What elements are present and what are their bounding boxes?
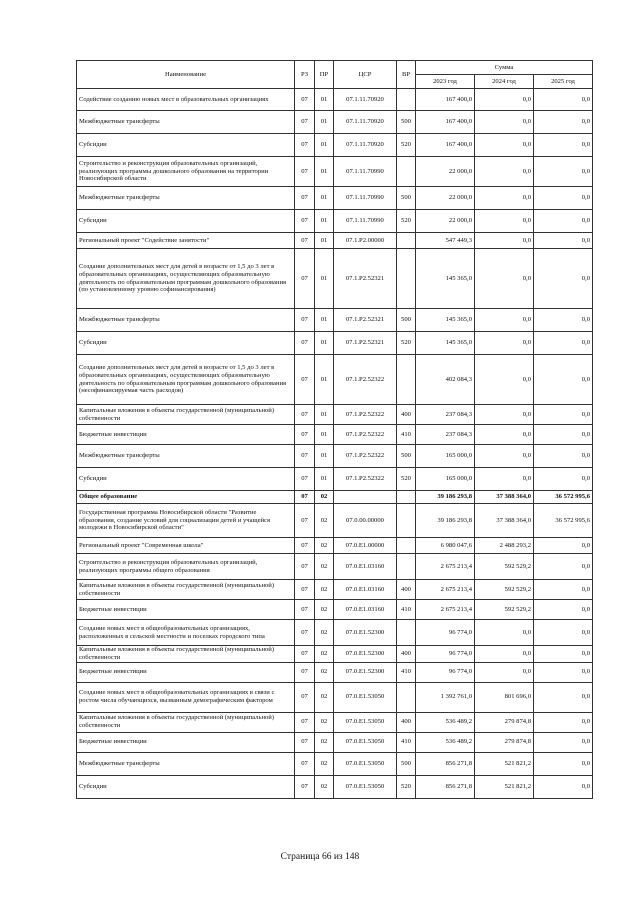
cell-pr: 02 — [315, 752, 334, 775]
cell-name: Капитальные вложения в объекты государственной (муниципальной) собственности — [77, 646, 295, 663]
cell-vr: 500 — [397, 309, 416, 332]
cell-rz: 07 — [295, 504, 315, 538]
cell-name: Бюджетные инвестиции — [77, 662, 295, 682]
cell-csr: 07.0.E1.53050 — [334, 682, 397, 712]
cell-2024: 521 821,2 — [475, 775, 534, 798]
cell-name: Субсидии — [77, 134, 295, 157]
cell-rz: 07 — [295, 580, 315, 600]
cell-2023: 39 186 293,8 — [416, 504, 475, 538]
cell-csr: 07.1.P2.52321 — [334, 309, 397, 332]
table-row — [77, 504, 593, 538]
budget-table — [76, 60, 593, 799]
cell-vr — [397, 682, 416, 712]
cell-2023: 96 774,0 — [416, 662, 475, 682]
cell-rz: 07 — [295, 157, 315, 187]
cell-name: Капитальные вложения в объекты государственной (муниципальной) собственности — [77, 712, 295, 732]
cell-rz: 07 — [295, 620, 315, 646]
cell-name: Бюджетные инвестиции — [77, 600, 295, 620]
cell-2023: 402 084,3 — [416, 355, 475, 405]
cell-vr — [397, 89, 416, 111]
cell-2024: 521 821,2 — [475, 752, 534, 775]
cell-pr: 01 — [315, 309, 334, 332]
cell-name: Субсидии — [77, 332, 295, 355]
cell-csr: 07.1.P2.52321 — [334, 332, 397, 355]
cell-2023: 96 774,0 — [416, 620, 475, 646]
table-row — [77, 249, 593, 309]
cell-2025: 0,0 — [534, 646, 593, 663]
cell-pr: 01 — [315, 187, 334, 210]
cell-name: Содействие созданию новых мест в образовательных организациях — [77, 89, 295, 111]
cell-csr: 07.1.11.70920 — [334, 134, 397, 157]
cell-name: Субсидии — [77, 775, 295, 798]
cell-csr: 07.1.P2.52322 — [334, 425, 397, 445]
cell-name: Капитальные вложения в объекты государственной (муниципальной) собственности — [77, 405, 295, 425]
cell-rz: 07 — [295, 355, 315, 405]
table-row — [77, 468, 593, 491]
cell-name: Субсидии — [77, 468, 295, 491]
cell-2025: 0,0 — [534, 405, 593, 425]
cell-2025: 0,0 — [534, 89, 593, 111]
cell-vr: 400 — [397, 712, 416, 732]
cell-2024: 592 529,2 — [475, 580, 534, 600]
cell-2023: 39 186 293,8 — [416, 491, 475, 504]
cell-pr: 01 — [315, 445, 334, 468]
cell-2025: 0,0 — [534, 732, 593, 752]
table-row — [77, 620, 593, 646]
table-row — [77, 233, 593, 249]
cell-2023: 2 675 213,4 — [416, 554, 475, 580]
cell-rz: 07 — [295, 682, 315, 712]
cell-csr: 07.0.E1.00000 — [334, 538, 397, 554]
cell-vr: 500 — [397, 187, 416, 210]
cell-2025: 36 572 995,6 — [534, 504, 593, 538]
cell-csr: 07.0.E1.52300 — [334, 620, 397, 646]
cell-rz: 07 — [295, 468, 315, 491]
cell-pr: 01 — [315, 468, 334, 491]
cell-2023: 167 400,0 — [416, 134, 475, 157]
cell-csr: 07.0.E1.53050 — [334, 752, 397, 775]
cell-2025: 0,0 — [534, 309, 593, 332]
cell-2023: 2 675 213,4 — [416, 580, 475, 600]
table-row — [77, 445, 593, 468]
cell-csr: 07.0.E1.52300 — [334, 662, 397, 682]
cell-2024: 0,0 — [475, 646, 534, 663]
cell-2024: 0,0 — [475, 620, 534, 646]
cell-2024: 801 696,0 — [475, 682, 534, 712]
cell-2024: 37 388 364,0 — [475, 491, 534, 504]
cell-name: Региональный проект "Содействие занятости" — [77, 233, 295, 249]
cell-2023: 145 365,0 — [416, 332, 475, 355]
cell-2025: 0,0 — [534, 468, 593, 491]
cell-2023: 167 400,0 — [416, 89, 475, 111]
cell-2024: 0,0 — [475, 425, 534, 445]
cell-2025: 0,0 — [534, 111, 593, 134]
cell-2023: 856 271,8 — [416, 752, 475, 775]
cell-rz: 07 — [295, 712, 315, 732]
cell-name: Бюджетные инвестиции — [77, 425, 295, 445]
cell-2024: 0,0 — [475, 157, 534, 187]
cell-2025: 0,0 — [534, 445, 593, 468]
header-pr: ПР — [315, 61, 334, 89]
cell-vr: 400 — [397, 646, 416, 663]
cell-csr: 07.1.P2.52322 — [334, 468, 397, 491]
cell-csr: 07.1.11.70990 — [334, 187, 397, 210]
cell-pr: 01 — [315, 405, 334, 425]
cell-rz: 07 — [295, 491, 315, 504]
cell-2025: 0,0 — [534, 682, 593, 712]
cell-2024: 279 874,8 — [475, 712, 534, 732]
header-year-2025: 2025 год — [534, 75, 593, 89]
header-year-2024: 2024 год — [475, 75, 534, 89]
cell-2024: 0,0 — [475, 309, 534, 332]
cell-csr: 07.1.P2.52322 — [334, 405, 397, 425]
cell-2025: 0,0 — [534, 775, 593, 798]
cell-csr: 07.1.P2.52322 — [334, 445, 397, 468]
cell-pr: 02 — [315, 580, 334, 600]
cell-2024: 0,0 — [475, 187, 534, 210]
cell-pr: 01 — [315, 111, 334, 134]
cell-rz: 07 — [295, 445, 315, 468]
cell-pr: 02 — [315, 662, 334, 682]
cell-rz: 07 — [295, 89, 315, 111]
cell-2025: 0,0 — [534, 187, 593, 210]
cell-vr: 410 — [397, 600, 416, 620]
cell-2023: 22 000,0 — [416, 187, 475, 210]
cell-2024: 37 388 364,0 — [475, 504, 534, 538]
cell-2023: 856 271,8 — [416, 775, 475, 798]
cell-2023: 167 400,0 — [416, 111, 475, 134]
cell-rz: 07 — [295, 249, 315, 309]
cell-2024: 0,0 — [475, 332, 534, 355]
cell-vr: 400 — [397, 580, 416, 600]
cell-pr: 02 — [315, 775, 334, 798]
table-row — [77, 134, 593, 157]
cell-pr: 02 — [315, 554, 334, 580]
cell-2025: 0,0 — [534, 134, 593, 157]
cell-2024: 0,0 — [475, 233, 534, 249]
table-row — [77, 491, 593, 504]
cell-rz: 07 — [295, 187, 315, 210]
table-body — [77, 89, 593, 799]
cell-name: Создание дополнительных мест для детей в возрасте от 1,5 до 3 лет в образовательных организациях, осуществляющих образовательную деятельность по образовательным программам дошкольного образования (несофинансируемая часть расходов) — [77, 355, 295, 405]
cell-vr: 400 — [397, 405, 416, 425]
table-row — [77, 752, 593, 775]
cell-csr: 07.0.E1.03160 — [334, 580, 397, 600]
cell-csr: 07.1.P2.52322 — [334, 355, 397, 405]
cell-2025: 0,0 — [534, 752, 593, 775]
cell-rz: 07 — [295, 309, 315, 332]
header-name: Наименование — [77, 61, 295, 89]
cell-2025: 0,0 — [534, 210, 593, 233]
table-row — [77, 538, 593, 554]
cell-vr: 520 — [397, 210, 416, 233]
header-sum: Сумма — [416, 61, 593, 75]
cell-csr: 07.1.11.70990 — [334, 210, 397, 233]
cell-2024: 592 529,2 — [475, 554, 534, 580]
table-row — [77, 775, 593, 798]
cell-rz: 07 — [295, 405, 315, 425]
table-row — [77, 187, 593, 210]
cell-name: Межбюджетные трансферты — [77, 309, 295, 332]
cell-name: Региональный проект "Современная школа" — [77, 538, 295, 554]
cell-2025: 0,0 — [534, 712, 593, 732]
cell-vr — [397, 233, 416, 249]
cell-name: Межбюджетные трансферты — [77, 752, 295, 775]
table-row — [77, 355, 593, 405]
cell-csr: 07.0.E1.52300 — [334, 646, 397, 663]
cell-pr: 02 — [315, 620, 334, 646]
header-year-2023: 2023 год — [416, 75, 475, 89]
cell-pr: 02 — [315, 504, 334, 538]
cell-rz: 07 — [295, 134, 315, 157]
cell-name: Создание дополнительных мест для детей в возрасте от 1,5 до 3 лет в образовательных организациях, осуществляющих образовательную деятельность по образовательным программам дошкольного образования (по установленному уровню софинансирования) — [77, 249, 295, 309]
cell-name: Межбюджетные трансферты — [77, 111, 295, 134]
cell-vr: 500 — [397, 445, 416, 468]
cell-rz: 07 — [295, 775, 315, 798]
cell-2023: 547 449,3 — [416, 233, 475, 249]
cell-2023: 145 365,0 — [416, 309, 475, 332]
cell-2024: 0,0 — [475, 210, 534, 233]
table-row — [77, 425, 593, 445]
cell-2024: 2 488 293,2 — [475, 538, 534, 554]
cell-2024: 0,0 — [475, 405, 534, 425]
cell-vr: 520 — [397, 332, 416, 355]
cell-2025: 0,0 — [534, 662, 593, 682]
cell-2025: 0,0 — [534, 157, 593, 187]
cell-2024: 0,0 — [475, 111, 534, 134]
cell-2025: 0,0 — [534, 538, 593, 554]
cell-2023: 1 392 761,0 — [416, 682, 475, 712]
cell-pr: 01 — [315, 233, 334, 249]
cell-rz: 07 — [295, 210, 315, 233]
cell-2024: 0,0 — [475, 445, 534, 468]
cell-csr: 07.1.P2.52321 — [334, 249, 397, 309]
table-row — [77, 682, 593, 712]
cell-pr: 02 — [315, 732, 334, 752]
cell-pr: 02 — [315, 491, 334, 504]
cell-2024: 0,0 — [475, 134, 534, 157]
cell-rz: 07 — [295, 233, 315, 249]
cell-2025: 0,0 — [534, 332, 593, 355]
cell-vr — [397, 157, 416, 187]
cell-vr — [397, 538, 416, 554]
cell-2023: 145 365,0 — [416, 249, 475, 309]
cell-pr: 01 — [315, 332, 334, 355]
cell-vr — [397, 504, 416, 538]
cell-name: Строительство и реконструкция образовательных организаций, реализующих программы дошкольного образования на территории Новосибирской области — [77, 157, 295, 187]
cell-csr: 07.0.E1.03160 — [334, 600, 397, 620]
cell-name: Создание новых мест в общеобразовательных организациях в связи с ростом числа обучающихся, вызванным демографическим фактором — [77, 682, 295, 712]
cell-vr — [397, 491, 416, 504]
cell-2023: 165 000,0 — [416, 468, 475, 491]
table-row — [77, 210, 593, 233]
cell-rz: 07 — [295, 332, 315, 355]
table-row — [77, 732, 593, 752]
cell-2025: 0,0 — [534, 249, 593, 309]
cell-pr: 01 — [315, 210, 334, 233]
page-number: Страница 66 из 148 — [280, 852, 360, 862]
header-csr: ЦСР — [334, 61, 397, 89]
cell-vr: 410 — [397, 662, 416, 682]
cell-csr: 07.0.E1.53050 — [334, 712, 397, 732]
table-row — [77, 646, 593, 663]
cell-name: Межбюджетные трансферты — [77, 187, 295, 210]
cell-2023: 237 084,3 — [416, 425, 475, 445]
cell-2025: 0,0 — [534, 355, 593, 405]
cell-pr: 01 — [315, 89, 334, 111]
cell-2025: 0,0 — [534, 554, 593, 580]
cell-rz: 07 — [295, 554, 315, 580]
table-row — [77, 157, 593, 187]
table-row — [77, 554, 593, 580]
cell-pr: 01 — [315, 134, 334, 157]
cell-2024: 592 529,2 — [475, 600, 534, 620]
cell-vr — [397, 554, 416, 580]
cell-pr: 01 — [315, 249, 334, 309]
cell-pr: 02 — [315, 712, 334, 732]
cell-2024: 0,0 — [475, 468, 534, 491]
cell-vr: 500 — [397, 752, 416, 775]
cell-name: Создание новых мест в общеобразовательных организациях, расположенных в сельской местности и поселках городского типа — [77, 620, 295, 646]
cell-2024: 279 874,8 — [475, 732, 534, 752]
cell-vr — [397, 620, 416, 646]
cell-vr: 410 — [397, 425, 416, 445]
cell-2023: 536 489,2 — [416, 712, 475, 732]
cell-2024: 0,0 — [475, 249, 534, 309]
cell-pr: 01 — [315, 355, 334, 405]
table-row — [77, 405, 593, 425]
header-rz: РЗ — [295, 61, 315, 89]
cell-rz: 07 — [295, 662, 315, 682]
table-row — [77, 712, 593, 732]
cell-pr: 02 — [315, 600, 334, 620]
table-row — [77, 662, 593, 682]
cell-csr: 07.0.E1.53050 — [334, 775, 397, 798]
cell-2023: 22 000,0 — [416, 210, 475, 233]
cell-2025: 0,0 — [534, 233, 593, 249]
cell-csr: 07.1.P2.00000 — [334, 233, 397, 249]
table-row — [77, 89, 593, 111]
cell-2024: 0,0 — [475, 662, 534, 682]
cell-name: Строительство и реконструкция образовательных организаций, реализующих программы общего образования — [77, 554, 295, 580]
cell-name: Капитальные вложения в объекты государственной (муниципальной) собственности — [77, 580, 295, 600]
cell-rz: 07 — [295, 646, 315, 663]
table-row — [77, 111, 593, 134]
cell-2023: 237 084,3 — [416, 405, 475, 425]
cell-2023: 96 774,0 — [416, 646, 475, 663]
cell-vr — [397, 355, 416, 405]
cell-vr: 520 — [397, 775, 416, 798]
cell-vr: 520 — [397, 134, 416, 157]
cell-2025: 36 572 995,6 — [534, 491, 593, 504]
cell-name: Субсидии — [77, 210, 295, 233]
cell-rz: 07 — [295, 752, 315, 775]
cell-2023: 536 489,2 — [416, 732, 475, 752]
cell-2025: 0,0 — [534, 620, 593, 646]
cell-2023: 165 000,0 — [416, 445, 475, 468]
cell-pr: 02 — [315, 646, 334, 663]
cell-vr — [397, 249, 416, 309]
cell-csr: 07.1.11.70920 — [334, 111, 397, 134]
header-vr: ВР — [397, 61, 416, 89]
table-row — [77, 580, 593, 600]
cell-rz: 07 — [295, 600, 315, 620]
cell-2023: 22 000,0 — [416, 157, 475, 187]
cell-csr: 07.1.11.70990 — [334, 157, 397, 187]
cell-rz: 07 — [295, 732, 315, 752]
table-row — [77, 600, 593, 620]
cell-name: Общее образование — [77, 491, 295, 504]
table-row — [77, 309, 593, 332]
cell-2025: 0,0 — [534, 600, 593, 620]
cell-csr: 07.1.11.70920 — [334, 89, 397, 111]
cell-csr: 07.0.E1.53050 — [334, 732, 397, 752]
cell-2025: 0,0 — [534, 425, 593, 445]
cell-2025: 0,0 — [534, 580, 593, 600]
table-header — [77, 61, 593, 89]
cell-pr: 02 — [315, 682, 334, 712]
cell-2024: 0,0 — [475, 355, 534, 405]
cell-pr: 01 — [315, 425, 334, 445]
cell-pr: 02 — [315, 538, 334, 554]
cell-vr: 520 — [397, 468, 416, 491]
cell-rz: 07 — [295, 538, 315, 554]
cell-vr: 410 — [397, 732, 416, 752]
cell-pr: 01 — [315, 157, 334, 187]
cell-name: Государственная программа Новосибирской области "Развитие образования, создание условий для социализации детей и учащейся молодежи в Новосибирской области" — [77, 504, 295, 538]
cell-name: Межбюджетные трансферты — [77, 445, 295, 468]
cell-2023: 6 980 047,6 — [416, 538, 475, 554]
cell-name: Бюджетные инвестиции — [77, 732, 295, 752]
cell-rz: 07 — [295, 425, 315, 445]
cell-vr: 500 — [397, 111, 416, 134]
table-row — [77, 332, 593, 355]
cell-csr: 07.0.E1.03160 — [334, 554, 397, 580]
cell-2024: 0,0 — [475, 89, 534, 111]
cell-2023: 2 675 213,4 — [416, 600, 475, 620]
cell-csr: 07.0.00.00000 — [334, 504, 397, 538]
cell-csr — [334, 491, 397, 504]
cell-rz: 07 — [295, 111, 315, 134]
